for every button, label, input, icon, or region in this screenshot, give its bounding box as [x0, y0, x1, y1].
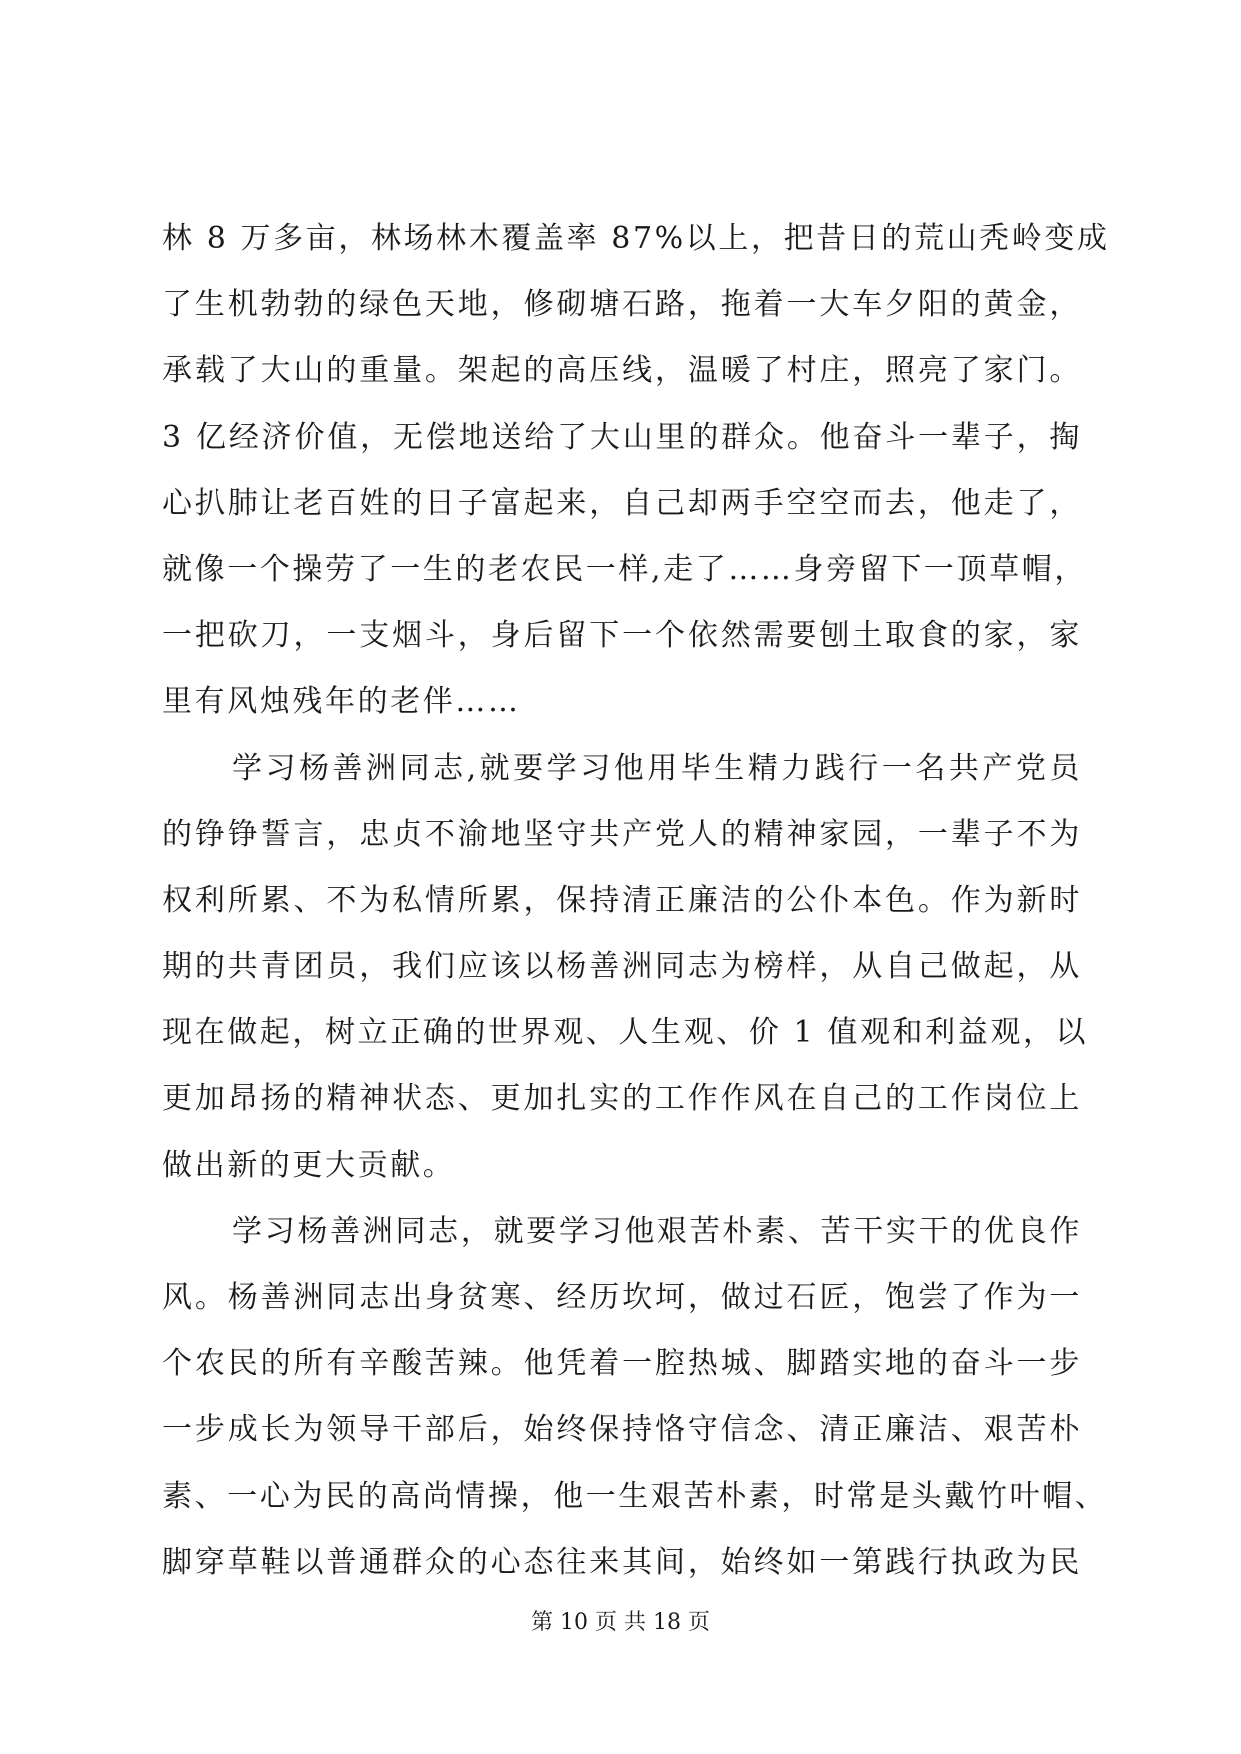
paragraph-2 — [162, 736, 1089, 1199]
text-line: 素、一心为民的高尚情操，他一生艰苦朴素，时常是头戴竹叶帽、 — [162, 1478, 1108, 1514]
text-line: 3 亿经济价值，无偿地送给了大山里的群众。他奋斗一辈子，掏 — [162, 419, 1082, 455]
text-line: 里有风烛残年的老伴…… — [162, 684, 521, 720]
text-line: 一把砍刀，一支烟斗，身后留下一个依然需要刨土取食的家，家 — [162, 618, 1082, 654]
text-line: 脚穿草鞋以普通群众的心态往来其间，始终如一第践行执政为民 — [162, 1544, 1082, 1580]
text-line: 期的共青团员，我们应该以杨善洲同志为榜样，从自己做起，从 — [162, 949, 1082, 985]
text-line: 一步成长为领导干部后，始终保持恪守信念、清正廉洁、艰苦朴 — [162, 1412, 1082, 1448]
text-line: 承载了大山的重量。架起的高压线，温暖了村庄，照亮了家门。 — [162, 353, 1082, 389]
document-body — [162, 206, 1110, 1596]
text-line: 就像一个操劳了一生的老农民一样,走了……身旁留下一顶草帽， — [162, 551, 1087, 587]
text-line: 了生机勃勃的绿色天地，修砌塘石路，拖着一大车夕阳的黄金， — [162, 287, 1082, 323]
text-line: 个农民的所有辛酸苦辣。他凭着一腔热城、脚踏实地的奋斗一步 — [162, 1346, 1082, 1382]
text-line: 权利所累、不为私情所累，保持清正廉洁的公仆本色。作为新时 — [162, 882, 1082, 918]
text-line: 做出新的更大贡献。 — [162, 1147, 456, 1183]
text-line: 现在做起，树立正确的世界观、人生观、价 1 值观和利益观，以 — [162, 1015, 1089, 1051]
text-line: 林 8 万多亩，林场林木覆盖率 87%以上，把昔日的荒山秃岭变成 — [162, 221, 1110, 256]
text-line: 学习杨善洲同志,就要学习他用毕生精力践行一名共产党员 — [232, 750, 1082, 786]
text-line: 的铮铮誓言，忠贞不渝地坚守共产党人的精神家园，一辈子不为 — [162, 816, 1082, 852]
paragraph-1 — [162, 206, 1110, 736]
page-number-footer: 第 10 页 共 18 页 — [531, 1610, 710, 1635]
text-line: 更加昂扬的精神状态、更加扎实的工作作风在自己的工作岗位上 — [162, 1081, 1082, 1117]
text-line: 学习杨善洲同志，就要学习他艰苦朴素、苦干实干的优良作 — [232, 1213, 1082, 1249]
paragraph-3 — [162, 1199, 1108, 1596]
text-line: 心扒肺让老百姓的日子富起来，自己却两手空空而去，他走了， — [162, 485, 1082, 521]
text-line: 风。杨善洲同志出身贫寒、经历坎坷，做过石匠，饱尝了作为一 — [162, 1280, 1082, 1315]
